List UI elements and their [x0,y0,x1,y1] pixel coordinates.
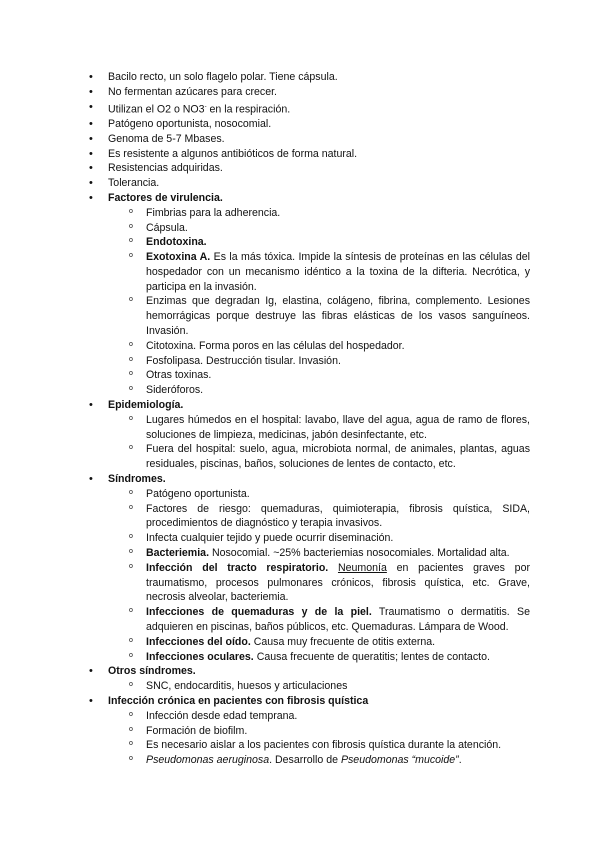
sublist [108,413,530,472]
item-bold: Infecciones de quemaduras y de la piel. [146,606,372,619]
list-item: • Patógeno oportunista, nosocomial. [90,117,530,132]
list-item: o Formación de biofilm. [146,724,530,739]
list-item: • Resistencias adquiridas. [90,161,530,176]
item-text: Causa frecuente de queratitis; lentes de contacto. [253,650,490,663]
list-item: o Cápsula. [146,221,530,236]
list-item [146,561,530,605]
section-heading: Epidemiología. [108,399,184,412]
section-virulence [90,191,530,398]
list-item: o Sideróforos. [146,383,530,398]
list-item [146,250,530,294]
list-item: o Fimbrias para la adherencia. [146,206,530,221]
item-text: Causa muy frecuente de otitis externa. [250,635,436,648]
section-heading: Síndromes. [108,473,166,486]
list-item [146,753,530,768]
list-item: • No fermentan azúcares para crecer. [90,85,530,100]
section-syndromes [90,472,530,664]
item-bold: Infecciones oculares. [146,650,254,663]
item-italic: Pseudomonas “mucoide” [340,754,459,767]
list-item [146,635,530,650]
list-item: o Patógeno oportunista. [146,487,530,502]
section-epidemiology [90,398,530,472]
list-item: o SNC, endocarditis, huesos y articulaciones [146,679,530,694]
section-heading: Otros síndromes. [108,665,196,678]
sublist [108,679,530,694]
list-item: • Bacilo recto, un solo flagelo polar. Tiene cápsula. [90,70,530,85]
item-bold: Exotoxina A. [146,251,211,264]
section-heading: Factores de virulencia. [108,191,223,204]
item-text-rest: en la respiración. [206,103,291,116]
item-text: . Desarrollo de [269,754,341,767]
list-item [146,650,530,665]
section-chronic-infection [90,694,530,768]
list-item: o Factores de riesgo: quemaduras, quimioterapia, fibrosis quística, SIDA, procedimientos de diagnóstico y terapia invasivos. [146,502,530,532]
list-item [146,546,530,561]
item-italic: Pseudomonas aeruginosa [146,754,270,767]
list-item: o Fuera del hospital: suelo, agua, microbiota normal, de animales, plantas, aguas residuales, piscinas, baños, soluciones de lentes de contacto, etc. [146,442,530,472]
item-text: Nosocomial. ~25% bacteriemias nosocomiales. Mortalidad alta. [209,547,510,560]
list-item: • Genoma de 5-7 Mbases. [90,132,530,147]
sublist [108,206,530,398]
item-bold: Bacteriemia. [146,547,210,560]
list-item: • Tolerancia. [90,176,530,191]
list-item [146,605,530,635]
list-item: • Utilizan el O2 o NO3- en la respiración. [90,100,530,117]
section-heading: Infección crónica en pacientes con fibrosis quística [108,695,369,707]
section-other-syndromes [90,664,530,694]
list-item: o Es necesario aislar a los pacientes con fibrosis quística durante la atención. [146,738,530,753]
notes-list [90,70,530,768]
list-item: o Otras toxinas. [146,368,530,383]
item-text: en pacientes graves por traumatismo, procesos pulmonares crónicos, fibrosis quística, etc. Grave, necrosis alveolar, bacteriemia. [146,561,530,604]
item-underline: Neumonía [337,561,387,574]
item-text: Traumatismo o dermatitis. Se adquieren en piscinas, baños públicos, etc. Quemaduras. Lámpara de Wood. [146,606,530,634]
list-item: o Fosfolipasa. Destrucción tisular. Invasión. [146,354,530,369]
list-item: o Lugares húmedos en el hospital: lavabo, llave del agua, agua de ramo de flores, soluciones de limpieza, medicinas, jabón desinfectante, etc. [146,413,530,443]
item-text: Utilizan el O2 o NO3 [108,103,205,116]
item-text: Es la más tóxica. Impide la síntesis de proteínas en las células del hospedador con un mecanismo idéntico a la toxina de la difteria. Necrótica, y participa en la invasión. [146,251,530,293]
item-space [328,562,338,574]
item-bold: Infecciones del oído. [146,635,251,648]
list-item: o Infección desde edad temprana. [146,709,530,724]
list-item: o Citotoxina. Forma poros en las células del hospedador. [146,339,530,354]
list-item [146,235,530,250]
sublist [108,487,530,665]
list-item: o Infecta cualquier tejido y puede ocurrir diseminación. [146,531,530,546]
item-text: . [458,754,462,767]
list-item: o Enzimas que degradan Ig, elastina, colágeno, fibrina, complemento. Lesiones hemorrágicas porque destruye las fibras elásticas de los vasos sanguíneos. Invasión. [146,294,530,338]
item-bold: Endotoxina. [146,236,207,249]
item-bold: Infección del tracto respiratorio. [146,561,329,574]
list-item: • Es resistente a algunos antibióticos de forma natural. [90,147,530,162]
sublist [108,709,530,768]
